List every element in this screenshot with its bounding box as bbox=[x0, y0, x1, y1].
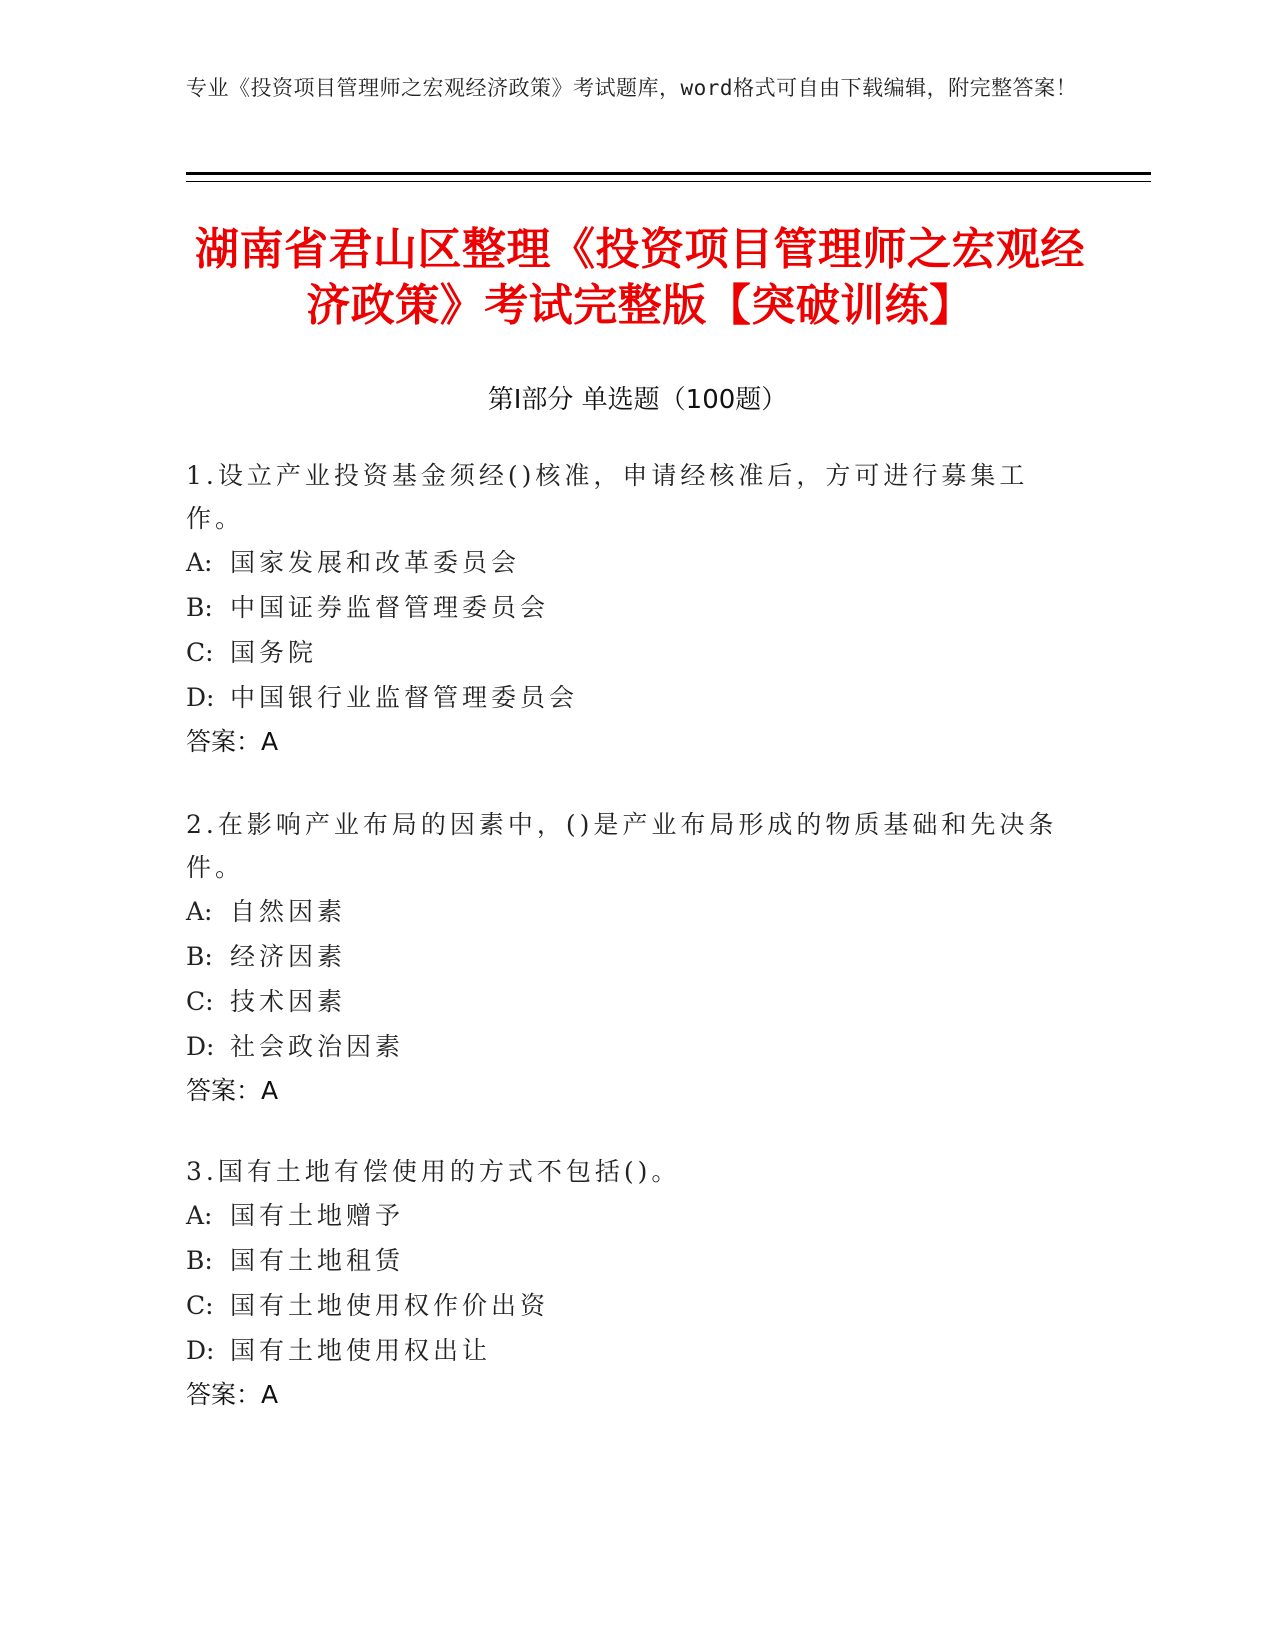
option-key: B: bbox=[186, 942, 213, 971]
question-1 bbox=[186, 454, 1066, 764]
option-b bbox=[186, 585, 1066, 630]
option-key: B: bbox=[186, 593, 213, 622]
answer: 答案：A bbox=[186, 1076, 279, 1105]
option-text: 国家发展和改革委员会 bbox=[230, 548, 521, 577]
question-text: 1.设立产业投资基金须经()核准，申请经核准后，方可进行募集工作。 bbox=[186, 461, 1029, 533]
option-c bbox=[186, 1283, 1066, 1328]
option-text: 国有土地使用权作价出资 bbox=[230, 1291, 550, 1320]
option-text: 经济因素 bbox=[230, 942, 347, 971]
header-rule-thin bbox=[186, 181, 1151, 182]
option-a bbox=[186, 889, 1066, 934]
answer: 答案：A bbox=[186, 1380, 279, 1409]
option-d bbox=[186, 675, 1066, 720]
option-text: 社会政治因素 bbox=[230, 1032, 405, 1061]
question-text: 2.在影响产业布局的因素中，()是产业布局形成的物质基础和先决条件。 bbox=[186, 810, 1058, 882]
option-text: 中国证券监督管理委员会 bbox=[230, 593, 550, 622]
option-text: 国有土地使用权出让 bbox=[230, 1336, 492, 1365]
answer: 答案：A bbox=[186, 727, 279, 756]
document-title: 湖南省君山区整理《投资项目管理师之宏观经济政策》考试完整版【突破训练】 bbox=[195, 224, 1085, 331]
header-rule-thick bbox=[186, 172, 1151, 175]
option-key: C: bbox=[186, 1291, 214, 1320]
option-b bbox=[186, 1238, 1066, 1283]
option-b bbox=[186, 934, 1066, 979]
option-text: 自然因素 bbox=[230, 897, 347, 926]
option-d bbox=[186, 1328, 1066, 1373]
question-2 bbox=[186, 803, 1066, 1113]
option-c bbox=[186, 979, 1066, 1024]
option-key: A: bbox=[186, 548, 213, 577]
option-key: C: bbox=[186, 638, 214, 667]
option-text: 国务院 bbox=[230, 638, 318, 667]
option-key: C: bbox=[186, 987, 214, 1016]
option-key: B: bbox=[186, 1246, 213, 1275]
option-text: 技术因素 bbox=[230, 987, 347, 1016]
option-key: A: bbox=[186, 897, 213, 926]
question-3 bbox=[186, 1150, 1066, 1417]
option-a bbox=[186, 540, 1066, 585]
option-a bbox=[186, 1193, 1066, 1238]
option-c bbox=[186, 630, 1066, 675]
option-key: D: bbox=[186, 1336, 215, 1365]
option-key: D: bbox=[186, 683, 215, 712]
option-key: A: bbox=[186, 1201, 213, 1230]
option-text: 国有土地租赁 bbox=[230, 1246, 405, 1275]
option-key: D: bbox=[186, 1032, 215, 1061]
option-text: 国有土地赠予 bbox=[230, 1201, 405, 1230]
question-text: 3.国有土地有偿使用的方式不包括()。 bbox=[186, 1157, 681, 1186]
option-text: 中国银行业监督管理委员会 bbox=[230, 683, 579, 712]
header-note: 专业《投资项目管理师之宏观经济政策》考试题库，word格式可自由下载编辑，附完整答案！ bbox=[186, 76, 1078, 100]
section-title: 第Ⅰ部分 单选题（100题） bbox=[487, 385, 788, 415]
option-d bbox=[186, 1024, 1066, 1069]
